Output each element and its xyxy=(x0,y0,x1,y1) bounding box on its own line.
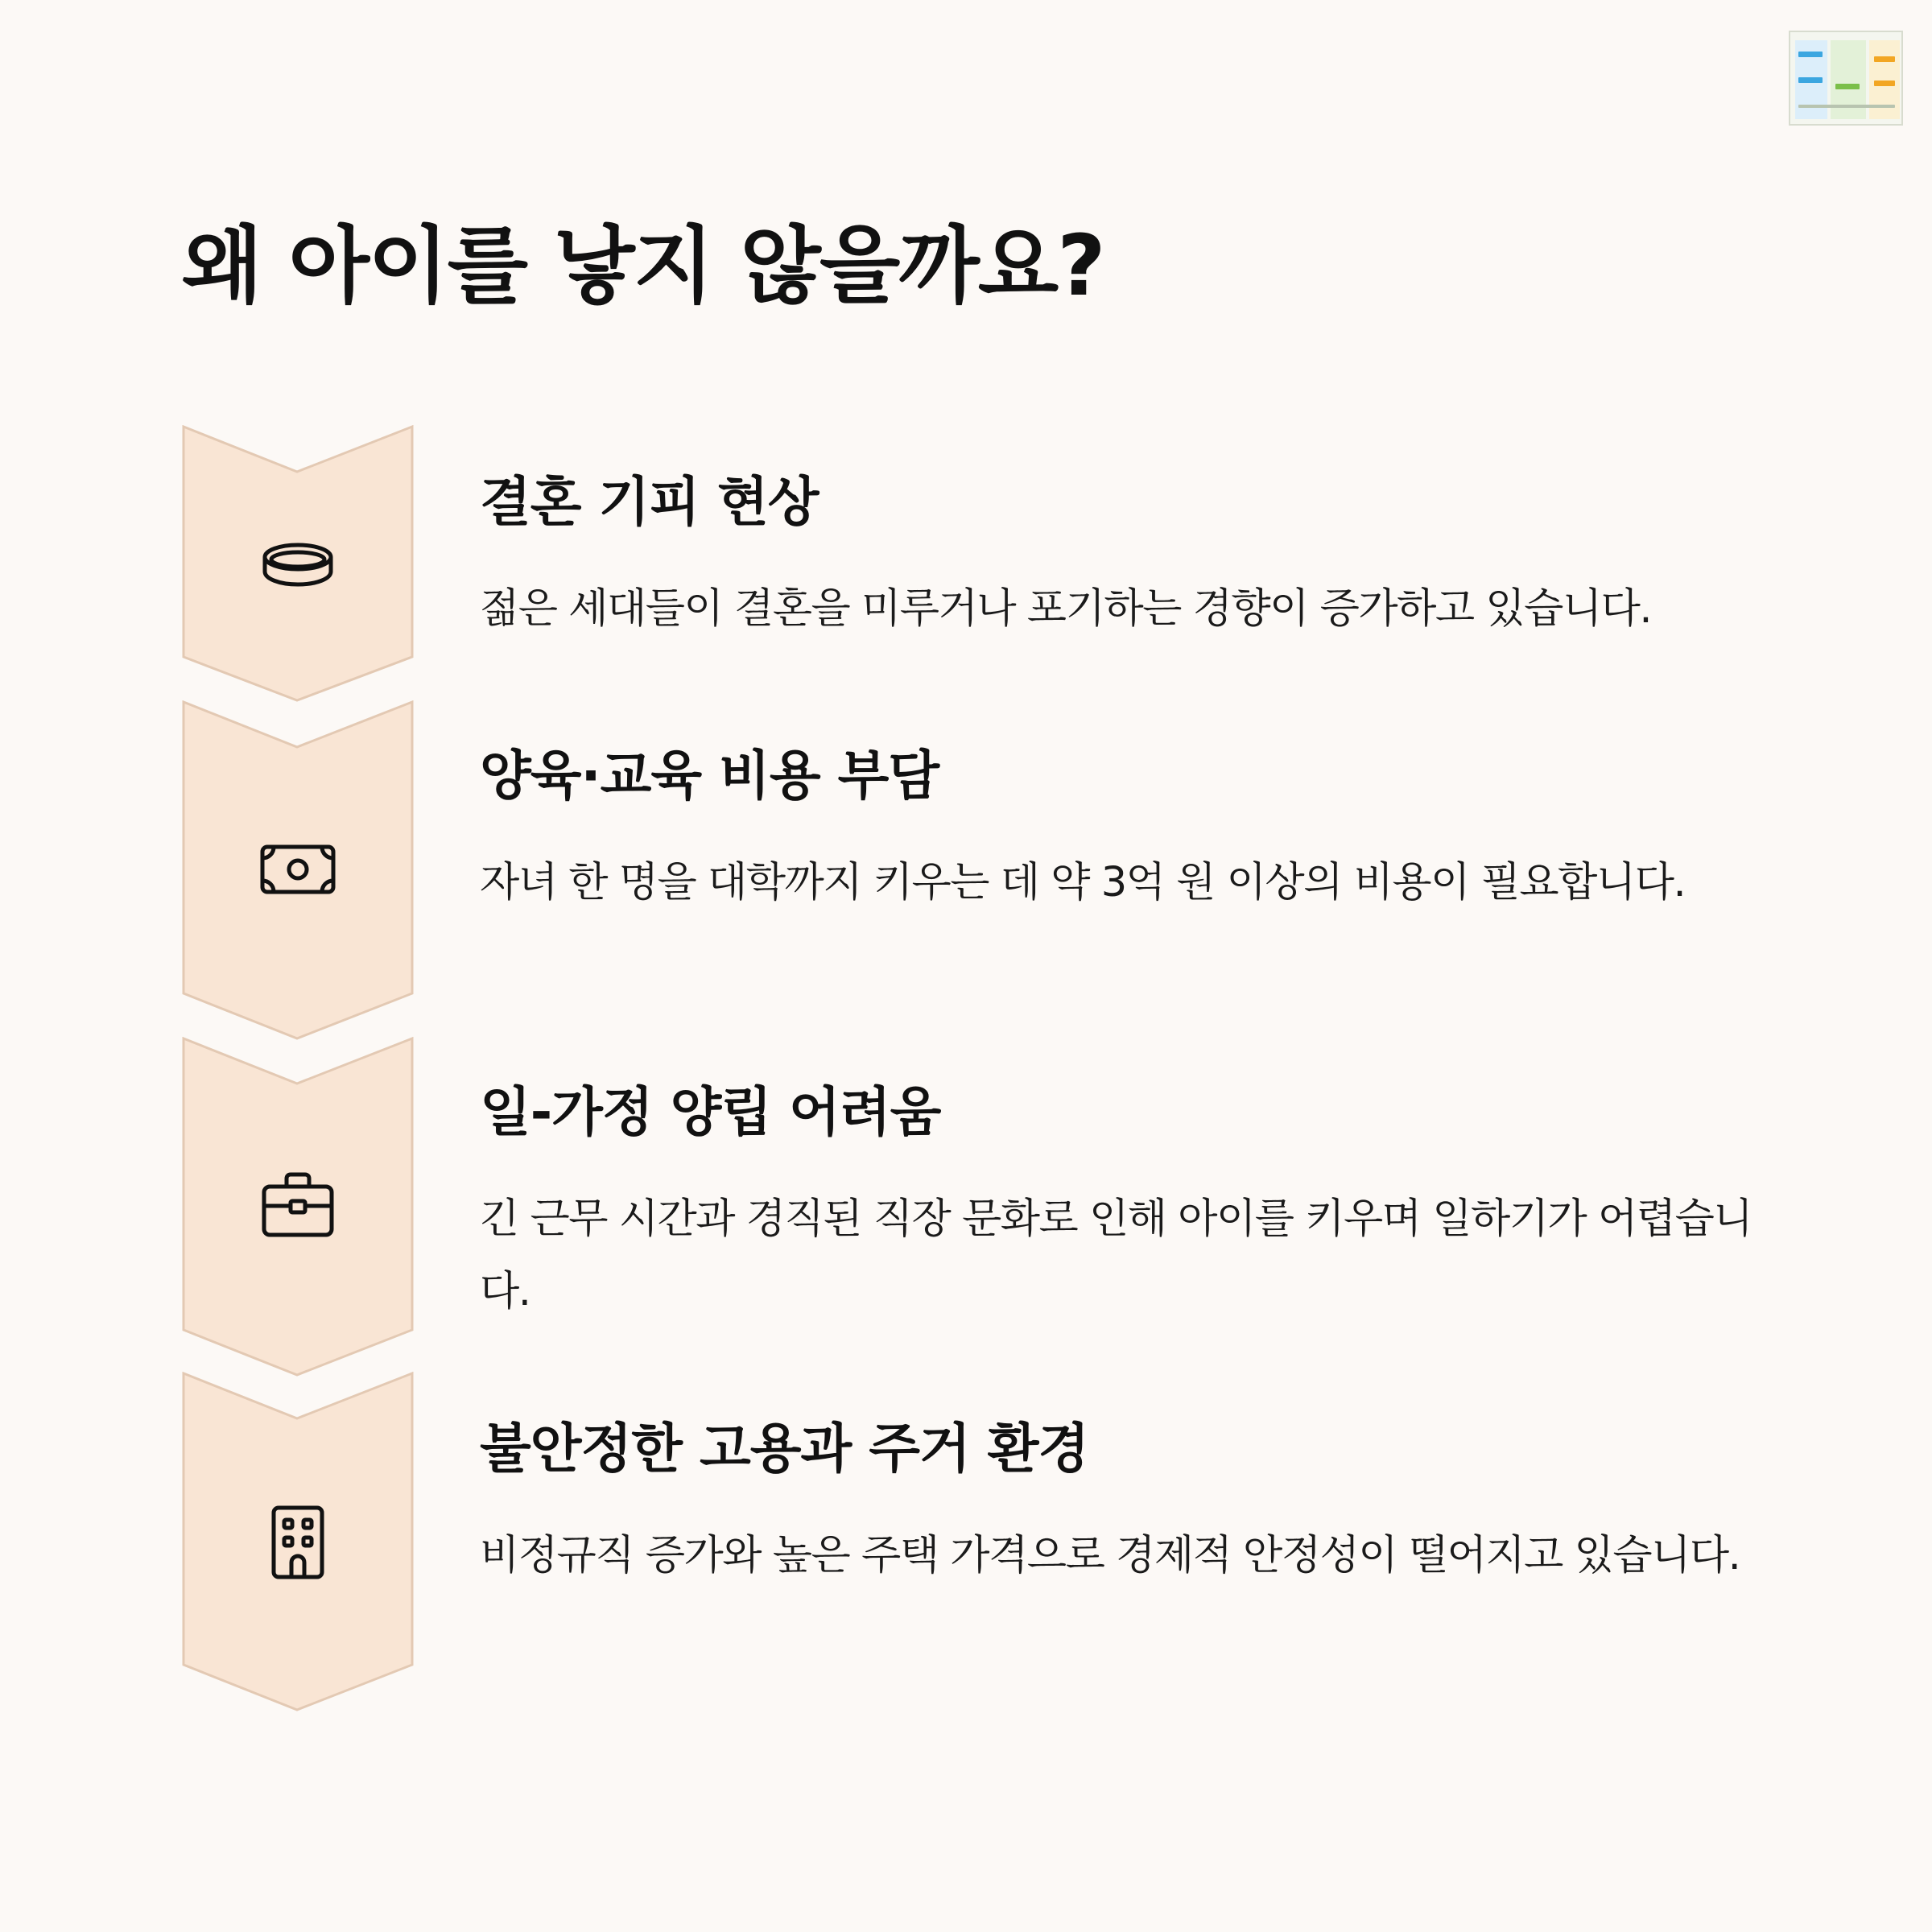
step-description: 비정규직 증가와 높은 주택 가격으로 경제적 안정성이 떨어지고 있습니다. xyxy=(480,1532,1740,1579)
ring-icon xyxy=(258,525,338,605)
step-title: 양육·교육 비용 부담 xyxy=(480,745,939,807)
briefcase-icon xyxy=(258,1166,338,1246)
step-title: 결혼 기피 현상 xyxy=(480,471,819,533)
step-title: 불안정한 고용과 주거 환경 xyxy=(480,1418,1089,1480)
step-description: 자녀 한 명을 대학까지 키우는 데 약 3억 원 이상의 비용이 필요합니다. xyxy=(480,859,1686,906)
step-title: 일-가정 양립 어려움 xyxy=(480,1081,941,1143)
thumbnail-image xyxy=(1789,31,1903,126)
page-title: 왜 아이를 낳지 않을까요? xyxy=(182,217,1104,315)
step-description: 젊은 세대들이 결혼을 미루거나 포기하는 경향이 증가하고 있습니다. xyxy=(480,585,1652,633)
building-icon xyxy=(258,1502,338,1583)
banknote-icon xyxy=(258,829,338,910)
step-description: 긴 근무 시간과 경직된 직장 문화로 인해 아이를 키우며 일하기가 어렵습니다. xyxy=(480,1195,1752,1315)
